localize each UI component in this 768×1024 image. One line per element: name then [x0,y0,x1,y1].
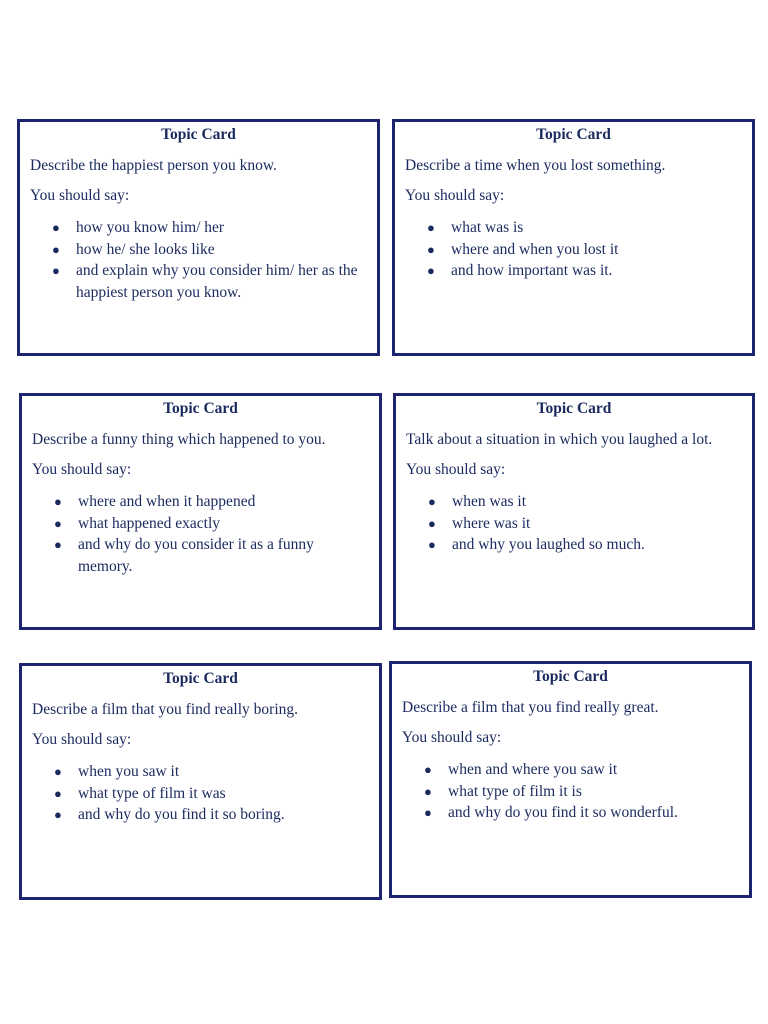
card-instruction: You should say: [406,461,506,478]
card-prompt: Describe a film that you find really boring. [32,701,299,718]
bullet-icon: ● [54,494,62,509]
card-instruction: You should say: [30,187,130,204]
list-item-text: when and where you saw it [448,761,618,778]
list-item [32,491,369,513]
list-item [406,513,742,535]
list-item [405,239,742,261]
bullet-icon: ● [54,764,62,779]
card-title: Topic Card [533,668,608,685]
bullet-icon: ● [52,241,60,257]
list-item [406,534,742,556]
card-points [32,761,369,826]
bullet-icon: ● [424,762,432,777]
list-item [32,513,369,535]
card-title: Topic Card [163,670,238,687]
card-title: Topic Card [536,400,612,417]
topic-card-2 [392,119,755,356]
list-item [30,239,367,261]
card-instruction: You should say: [32,731,132,748]
bullet-icon: ● [54,807,62,822]
list-item [32,783,369,805]
card-points [405,217,742,282]
list-item [30,260,367,303]
bullet-icon: ● [54,537,62,552]
bullet-icon: ● [54,785,62,801]
bullet-icon: ● [52,263,60,278]
list-item [402,759,739,781]
card-title: Topic Card [536,126,611,143]
card-title: Topic Card [163,400,238,417]
bullet-icon: ● [428,537,436,552]
topic-card-3 [19,393,382,630]
list-item-text: what was is [451,219,524,236]
card-prompt: Describe a time when you lost something. [405,157,666,174]
bullet-icon: ● [54,515,62,531]
list-item-text: how you know him/ her [76,219,225,236]
bullet-icon: ● [427,220,435,235]
card-points [32,491,369,577]
list-item-text: when was it [452,493,527,510]
list-item [30,217,367,239]
card-prompt: Describe a funny thing which happened to you. [32,431,326,448]
bullet-icon: ● [424,783,432,799]
card-title: Topic Card [161,126,236,143]
card-points [402,759,739,824]
card-prompt: Talk about a situation in which you laughed a lot. [406,431,713,448]
list-item-text: what happened exactly [78,514,221,532]
card-instruction: You should say: [405,187,505,204]
list-item-text: where and when you lost it [451,240,619,258]
bullet-icon: ● [424,805,432,820]
list-item-text: when you saw it [78,763,180,780]
bullet-icon: ● [427,263,435,278]
list-item-text: and why do you consider it as a funny memory. [78,536,314,575]
list-item-text: how he/ she looks like [76,240,215,258]
card-points [406,491,742,556]
list-item [402,781,739,803]
bullet-icon: ● [428,515,436,531]
bullet-icon: ● [427,241,435,257]
topic-card-1 [17,119,380,356]
list-item [32,534,369,577]
list-item-text: what type of film it is [448,782,582,800]
bullet-icon: ● [52,220,60,235]
list-item-text: where was it [452,514,531,532]
list-item [32,761,369,783]
topic-card-5 [19,663,382,900]
list-item [405,260,742,282]
list-item [32,804,369,826]
card-instruction: You should say: [402,729,502,746]
topic-card-6 [389,661,752,898]
topic-card-4 [393,393,755,630]
bullet-icon: ● [428,494,436,509]
list-item-text: where and when it happened [78,493,256,510]
list-item-text: and explain why you consider him/ her as the happiest person you know. [76,262,358,301]
list-item-text: and why do you find it so boring. [78,806,285,823]
card-prompt: Describe the happiest person you know. [30,157,277,174]
card-points [30,217,367,303]
list-item [406,491,742,513]
list-item [402,802,739,824]
card-instruction: You should say: [32,461,132,478]
list-item-text: and why do you find it so wonderful. [448,804,678,821]
list-item-text: and why you laughed so much. [452,536,645,553]
list-item [405,217,742,239]
list-item-text: what type of film it was [78,784,226,802]
card-prompt: Describe a film that you find really great. [402,699,659,716]
list-item-text: and how important was it. [451,262,613,279]
